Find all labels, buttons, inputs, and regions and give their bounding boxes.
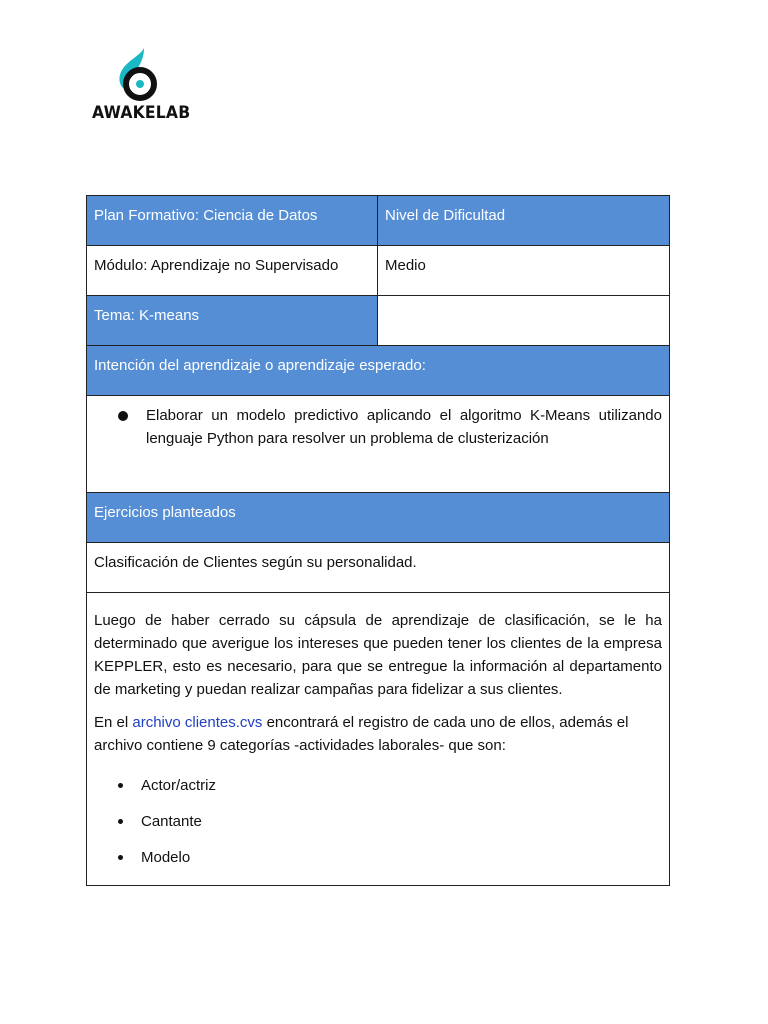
ejercicio-titulo: Clasificación de Clientes según su personalidad. (87, 543, 670, 593)
categoria-label: Cantante (141, 812, 202, 830)
descripcion-text: Luego de haber cerrado su cápsula de aprendizaje de clasificación, se le ha determinado que averigue los intereses que pueden tener los clientes de la empresa KEPPLER, esto es necesario, para que se entregue la información al departamento de marketing y puedan realizar campañas para fidelizar a sus clientes. (94, 612, 662, 698)
intencion-text: Elaborar un modelo predictivo aplicando el algoritmo K-Means utilizando lenguaje Python para resolver un problema de clusterización (146, 407, 662, 447)
intencion-list-item (94, 404, 662, 450)
plan-table (86, 195, 670, 886)
bullet-icon (118, 855, 123, 860)
archivo-clientes-link[interactable]: archivo clientes.cvs (132, 714, 263, 731)
bullet-icon (118, 819, 123, 824)
bullet-icon (118, 783, 123, 788)
plan-formativo-cell: Plan Formativo: Ciencia de Datos (87, 196, 378, 246)
list-item (94, 767, 662, 803)
archivo-pre: En el (94, 714, 133, 731)
categoria-label: Modelo (141, 848, 191, 866)
archivo-paragraph (94, 711, 662, 757)
list-item (94, 839, 662, 875)
brand-logo (92, 46, 191, 126)
list-item (94, 803, 662, 839)
intencion-cell (87, 396, 670, 493)
categorias-list (94, 767, 662, 875)
nivel-dificultad-value: Medio (378, 246, 670, 296)
tema-extra-cell (378, 296, 670, 346)
intencion-header: Intención del aprendizaje o aprendizaje esperado: (87, 346, 670, 396)
modulo-cell: Módulo: Aprendizaje no Supervisado (87, 246, 378, 296)
nivel-dificultad-label: Nivel de Dificultad (378, 196, 670, 246)
awakelab-logo-icon (114, 46, 164, 102)
brand-name: AWAKELAB (92, 103, 191, 123)
descripcion-cell (87, 593, 670, 886)
bullet-icon (118, 411, 128, 421)
tema-cell: Tema: K-means (87, 296, 378, 346)
ejercicios-header: Ejercicios planteados (87, 493, 670, 543)
archivo-post: encontrará el registro de cada uno de ellos, además el archivo contiene 9 categorías -actividades laborales- que son: (94, 714, 629, 754)
categoria-label: Actor/actriz (141, 776, 217, 794)
